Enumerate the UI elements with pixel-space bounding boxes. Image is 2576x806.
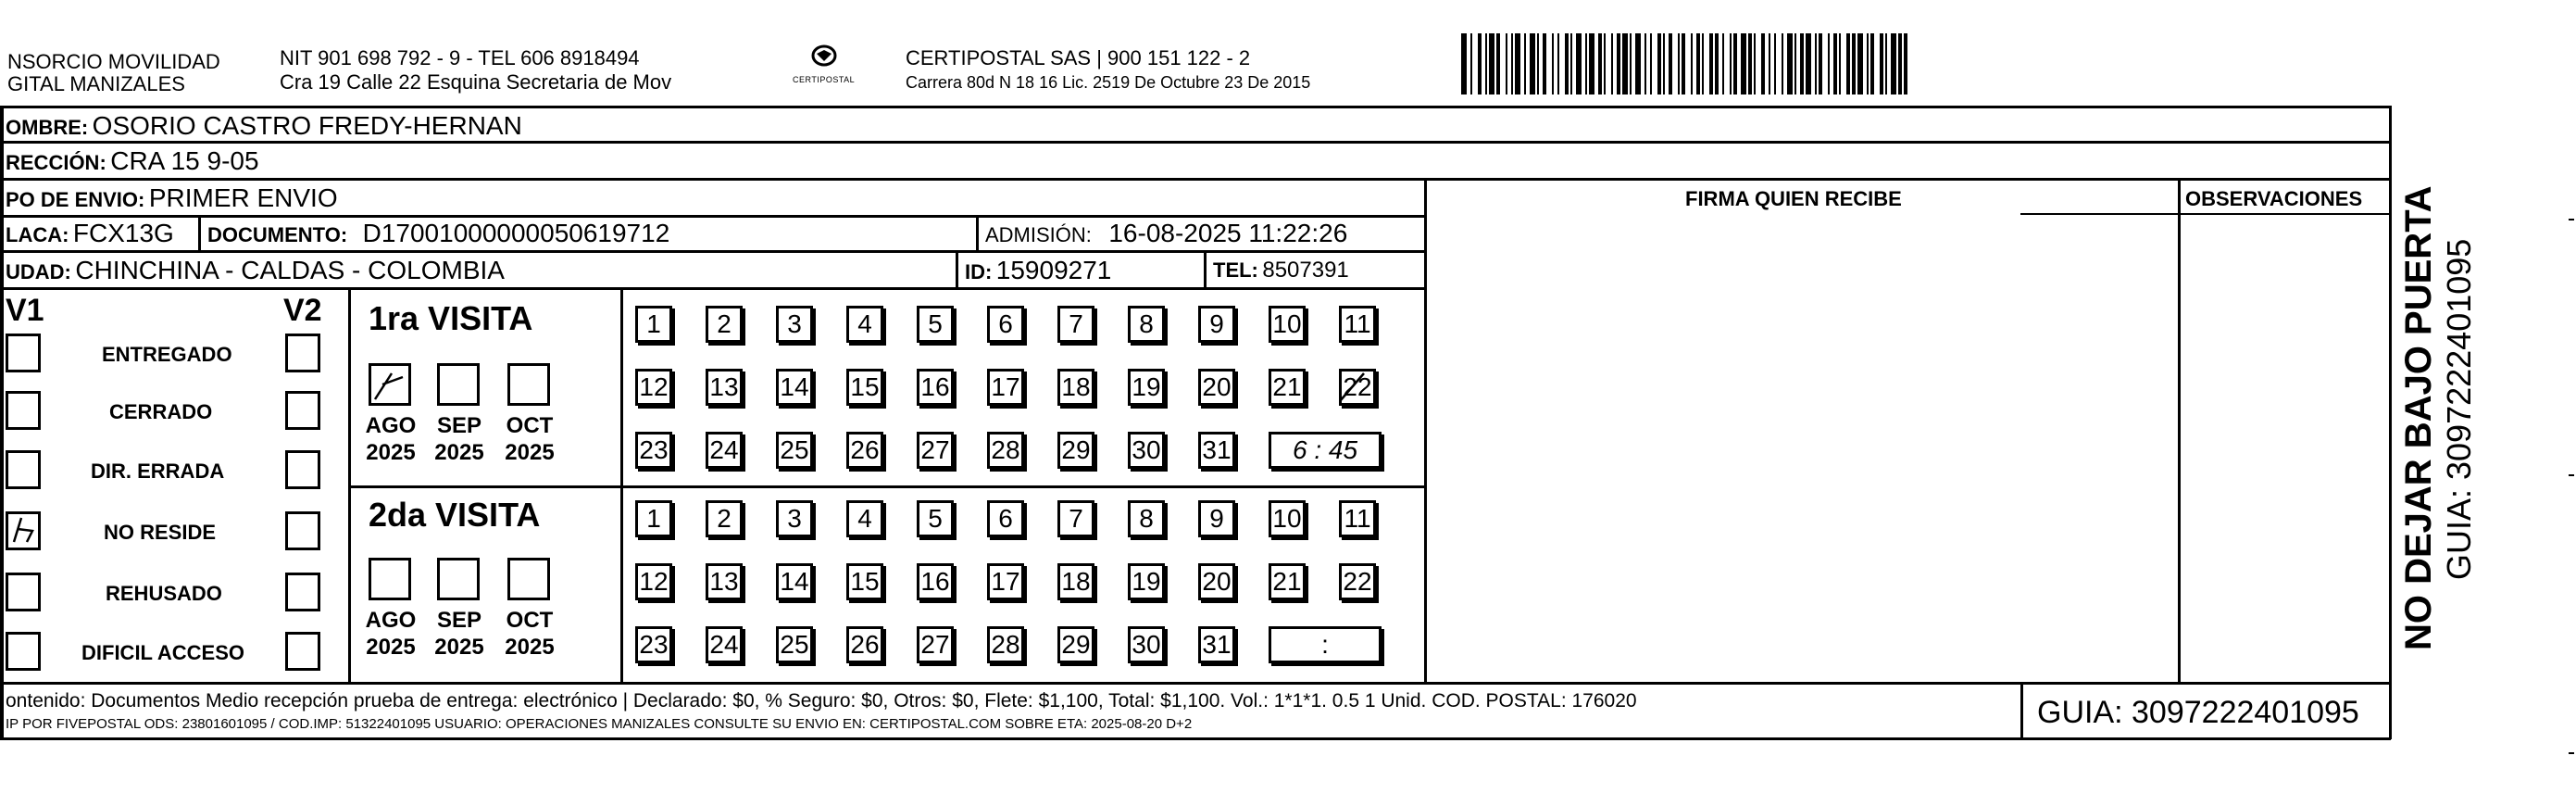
v2-checkbox[interactable] [285,450,320,489]
day-number: 30 [1132,435,1161,464]
day-box-3[interactable] [776,500,813,537]
day-box-20[interactable] [1198,563,1235,600]
day-number: 7 [1069,309,1083,338]
day-box-6[interactable] [987,500,1024,537]
day-number: 2 [717,504,732,533]
day-number: 11 [1344,309,1371,338]
day-number: 28 [991,435,1020,464]
id-value: 15909271 [995,256,1112,284]
day-box-11[interactable] [1339,306,1376,343]
month-name: AGO [365,608,417,633]
day-box-23[interactable] [635,626,672,663]
day-box-26[interactable] [846,626,883,663]
name-label: OMBRE: [6,116,89,139]
carrier-name: CERTIPOSTAL SAS | 900 151 122 - 2 [906,46,1251,69]
admission-label: ADMISIÓN: [985,223,1092,246]
day-number: 3 [787,504,802,533]
day-box-9[interactable] [1198,306,1235,343]
day-number: 10 [1272,504,1302,533]
day-box-15[interactable] [846,369,883,406]
day-box-31[interactable] [1198,432,1235,469]
guia-box: GUIA: 3097222401095 [2037,695,2359,730]
city-value: CHINCHINA - CALDAS - COLOMBIA [75,256,505,284]
visit1-title: 1ra VISITA [369,299,533,337]
day-number: 18 [1061,567,1091,596]
day-box-7[interactable] [1057,306,1094,343]
time-box[interactable] [1269,626,1382,663]
month-label [361,413,420,467]
day-box-27[interactable] [917,626,954,663]
month-checkbox-ago[interactable] [369,558,411,600]
month-year: 2025 [434,439,484,465]
month-label [430,608,489,661]
day-number: 1 [646,504,661,533]
day-number: 21 [1272,372,1302,401]
day-number: 17 [991,567,1020,596]
time-value: : [1321,630,1329,659]
day-box-25[interactable] [776,626,813,663]
day-number: 18 [1061,372,1091,401]
day-box-2[interactable] [706,306,743,343]
day-box-24[interactable] [706,432,743,469]
day-box-24[interactable] [706,626,743,663]
day-number: 29 [1061,630,1091,659]
month-name: OCT [506,608,554,633]
plate-value: FCX13G [72,219,174,247]
shipment-type-value: PRIMER ENVIO [148,183,338,212]
day-box-22[interactable] [1339,563,1376,600]
document-label: DOCUMENTO: [207,223,348,246]
month-year: 2025 [505,439,555,465]
day-box-4[interactable] [846,500,883,537]
name-value: OSORIO CASTRO FREDY-HERNAN [92,111,522,140]
company-name-line2: GITAL MANIZALES [7,72,185,95]
v1-checkbox[interactable] [6,450,41,489]
v1-checkbox[interactable] [6,573,41,611]
day-box-30[interactable] [1128,432,1165,469]
time-box[interactable] [1269,432,1382,469]
day-number: 23 [639,435,669,464]
month-name: OCT [506,413,554,438]
v1-checkbox[interactable] [6,632,41,671]
day-number: 9 [1209,309,1224,338]
day-box-7[interactable] [1057,500,1094,537]
day-number: 10 [1272,309,1302,338]
day-box-1[interactable] [635,500,672,537]
signature-area[interactable] [1428,217,2176,680]
month-checkbox-sep[interactable] [437,363,480,406]
day-box-5[interactable] [917,306,954,343]
company-address: Cra 19 Calle 22 Esquina Secretaria de Mov [280,70,672,94]
day-box-3[interactable] [776,306,813,343]
carrier-logo [789,41,859,93]
day-number: 26 [850,630,880,659]
month-year: 2025 [366,439,416,465]
day-number: 15 [850,372,880,401]
day-box-27[interactable] [917,432,954,469]
barcode [1461,33,2202,94]
day-number: 12 [639,372,669,401]
day-number: 12 [639,567,669,596]
day-box-21[interactable] [1269,563,1306,600]
edge-mark [2569,219,2574,220]
day-box-8[interactable] [1128,306,1165,343]
company-name-line1: NSORCIO MOVILIDAD [7,50,220,73]
day-number: 1 [646,309,661,338]
day-number: 9 [1209,504,1224,533]
day-number: 31 [1202,435,1232,464]
month-year: 2025 [366,634,416,660]
status-label: CERRADO [109,400,213,423]
day-box-18[interactable] [1057,369,1094,406]
document-value: D17001000000050619712 [362,219,670,247]
day-number: 14 [780,372,809,401]
month-checkbox-sep[interactable] [437,558,480,600]
day-number: 7 [1069,504,1083,533]
visit2-title: 2da VISITA [369,496,541,534]
day-number: 14 [780,567,809,596]
day-number: 24 [709,435,739,464]
day-number: 16 [920,372,950,401]
id-label: ID: [965,260,993,283]
address-value: CRA 15 9-05 [110,146,259,175]
month-label [361,608,420,661]
day-box-10[interactable] [1269,306,1306,343]
day-box-20[interactable] [1198,369,1235,406]
day-number: 20 [1202,372,1232,401]
day-number: 29 [1061,435,1091,464]
day-box-4[interactable] [846,306,883,343]
side-guia: GUIA: 3097222401095 [2440,238,2478,580]
v2-checkbox[interactable] [285,573,320,611]
day-number: 26 [850,435,880,464]
day-number: 5 [928,504,943,533]
day-box-21[interactable] [1269,369,1306,406]
day-number: 16 [920,567,950,596]
day-box-9[interactable] [1198,500,1235,537]
day-number: 27 [920,630,950,659]
day-box-28[interactable] [987,432,1024,469]
frame-top-line [0,106,2391,108]
day-number: 2 [717,309,732,338]
v2-checkbox[interactable] [285,511,320,550]
day-box-28[interactable] [987,626,1024,663]
day-box-22[interactable] [1339,369,1376,406]
day-box-23[interactable] [635,432,672,469]
day-box-25[interactable] [776,432,813,469]
month-label [500,413,559,467]
day-number: 30 [1132,630,1161,659]
admission-value: 16-08-2025 11:22:26 [1108,219,1348,247]
day-box-26[interactable] [846,432,883,469]
day-number: 22 [1343,372,1372,401]
v2-header: V2 [283,293,322,328]
day-box-30[interactable] [1128,626,1165,663]
day-box-14[interactable] [776,369,813,406]
day-box-8[interactable] [1128,500,1165,537]
day-number: 19 [1132,372,1161,401]
day-box-19[interactable] [1128,563,1165,600]
v2-checkbox[interactable] [285,632,320,671]
month-year: 2025 [505,634,555,660]
status-label: NO RESIDE [104,521,217,544]
day-number: 8 [1139,309,1154,338]
month-checkbox-oct[interactable] [507,363,550,406]
day-number: 23 [639,630,669,659]
v1-checkbox[interactable] [6,334,41,372]
logo-caption: CERTIPOSTAL [793,75,856,84]
time-value: 6 : 45 [1292,435,1358,464]
status-label: REHUSADO [106,582,222,605]
day-number: 3 [787,309,802,338]
status-label: ENTREGADO [102,343,232,366]
signature-header: FIRMA QUIEN RECIBE [1685,187,1902,210]
day-box-6[interactable] [987,306,1024,343]
day-number: 25 [780,435,809,464]
day-box-17[interactable] [987,369,1024,406]
shipment-info: IP POR FIVEPOSTAL ODS: 23801601095 / COD.IMP: 51322401095 USUARIO: OPERACIONES MANIZALES CONSULTE SU ENVIO EN: CERTIPOSTAL.COM SOBRE ETA: 2025-08-20 D+2 [6,716,1193,732]
day-box-19[interactable] [1128,369,1165,406]
day-number: 13 [709,567,739,596]
month-name: SEP [436,413,482,438]
month-name: SEP [436,608,482,633]
day-box-5[interactable] [917,500,954,537]
day-number: 21 [1272,567,1302,596]
v1-header: V1 [6,293,44,328]
day-number: 25 [780,630,809,659]
v2-checkbox[interactable] [285,334,320,372]
month-label [430,413,489,467]
tel-label: TEL: [1213,258,1258,282]
day-box-12[interactable] [635,369,672,406]
day-number: 6 [998,504,1013,533]
day-box-15[interactable] [846,563,883,600]
day-box-14[interactable] [776,563,813,600]
day-number: 24 [709,630,739,659]
day-number: 4 [857,309,872,338]
month-checkbox-ago[interactable] [369,363,411,406]
side-warning: NO DEJAR BAJO PUERTA [2398,185,2439,650]
day-number: 20 [1202,567,1232,596]
day-number: 13 [709,372,739,401]
observations-header: OBSERVACIONES [2185,187,2363,210]
day-number: 5 [928,309,943,338]
day-box-17[interactable] [987,563,1024,600]
v1-checkbox[interactable] [6,511,41,550]
day-box-29[interactable] [1057,432,1094,469]
company-nit: NIT 901 698 792 - 9 - TEL 606 8918494 [280,46,640,69]
address-label: RECCIÓN: [6,151,106,174]
day-number: 15 [850,567,880,596]
day-box-13[interactable] [706,369,743,406]
month-label [500,608,559,661]
tel-value: 8507391 [1262,258,1349,283]
day-box-13[interactable] [706,563,743,600]
day-box-12[interactable] [635,563,672,600]
observations-area[interactable] [2182,217,2387,680]
day-number: 19 [1132,567,1161,596]
month-checkbox-oct[interactable] [507,558,550,600]
day-number: 4 [857,504,872,533]
city-label: UDAD: [6,260,71,283]
day-number: 27 [920,435,950,464]
day-number: 31 [1202,630,1232,659]
day-number: 8 [1139,504,1154,533]
day-box-16[interactable] [917,563,954,600]
day-number: 17 [991,372,1020,401]
day-box-1[interactable] [635,306,672,343]
status-label: DIR. ERRADA [91,460,225,483]
day-box-10[interactable] [1269,500,1306,537]
day-box-16[interactable] [917,369,954,406]
day-box-29[interactable] [1057,626,1094,663]
carrier-address: Carrera 80d N 18 16 Lic. 2519 De Octubre 23 De 2015 [906,73,1311,92]
content-description: ontenido: Documentos Medio recepción prueba de entrega: electrónico | Declarado: $0, % Seguro: $0, Otros: $0, Flete: $1,100, Total: $1,100. Vol.: 1*1*1. 0.5 1 Unid. COD. POSTAL: 176020 [6,690,1637,712]
day-number: 28 [991,630,1020,659]
status-label: DIFICIL ACCESO [81,641,245,664]
day-number: 6 [998,309,1013,338]
v2-checkbox[interactable] [285,391,320,430]
month-name: AGO [365,413,417,438]
shipment-type-label: PO DE ENVIO: [6,188,145,211]
v1-checkbox[interactable] [6,391,41,430]
day-box-2[interactable] [706,500,743,537]
day-box-11[interactable] [1339,500,1376,537]
day-box-31[interactable] [1198,626,1235,663]
month-year: 2025 [434,634,484,660]
plate-label: LACA: [6,223,69,246]
day-number: 22 [1343,567,1372,596]
day-box-18[interactable] [1057,563,1094,600]
day-number: 11 [1344,504,1371,533]
